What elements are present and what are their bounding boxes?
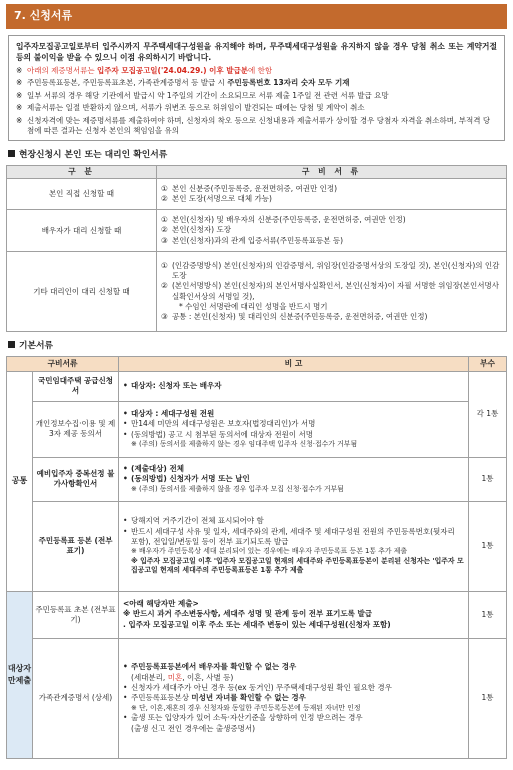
table-row — [7, 638, 507, 758]
table-header-row — [7, 356, 507, 371]
header-docs: 구비서류 — [7, 356, 119, 371]
table-row — [7, 457, 507, 501]
doc-count: 1통 — [469, 457, 507, 501]
doc-name: 개인정보수집·이용 및 제3자 제공 동의서 — [33, 401, 119, 457]
table-row — [7, 252, 507, 332]
row-documents: ① (인감증명방식) 본인(신청자)의 인감증명서, 위임장(인감증명서상의 도장일 것), 본인(신청자)의 인감도장 ② (본인서명방식) 본인(신청자)의 본인서명사실확인서, 본인(신청자)이 자필 서명한 위임장(본인서명사실확인서상의 서명일 것), * 수임인 서명란에 대리인 성명을 반드시 명기 ③ 공통 : 본인(신청자) 및 대리인의 신분증(주민등록증, 운전면허증, 여권만 인정) — [157, 252, 507, 332]
basic-section-title: 기본서류 — [8, 341, 507, 353]
square-bullet-icon — [8, 150, 15, 157]
doc-count: 1통 — [469, 501, 507, 591]
doc-count: 각 1통 — [469, 371, 507, 457]
table-row — [7, 401, 507, 457]
doc-name: 국민임대주택 공급신청서 — [33, 371, 119, 401]
table-row — [7, 501, 507, 591]
section-title: 7. 신청서류 — [6, 4, 507, 29]
doc-remarks: • 당해지역 거주기간이 전체 표시되어야 함 • 반드시 세대구성 사유 및 일자, 세대주와의 관계, 세대주 및 세대구성원 전원의 주민등록번호(뒷자리 포함), 전입일/변동일 등이 전부 표기되도록 발급 ※ 배우자가 주민등록상 세대 분리되어 있는 경우에는 배우자 주민등록표 등본 1통 추가 제출 ※ 입주자 모집공고일 이후 '입주자 모집공고일 현재의 세대주와 주민등록표등본이 분리된 신청자는 '입주자 모집공고일 현재의 세대주의 주민등록표등본 1통 추가 제출 — [119, 501, 469, 591]
row-documents: ① 본인 신분증(주민등록증, 운전면허증, 여권만 인정) ② 본인 도장(서명으로 대체 가능) — [157, 179, 507, 210]
row-category: 기타 대리인이 대리 신청할 때 — [7, 252, 157, 332]
table-row — [7, 179, 507, 210]
group-common: 공통 — [7, 371, 33, 591]
table-header-row — [7, 166, 507, 179]
header-remarks: 비 고 — [119, 356, 469, 371]
doc-name: 주민등록표 초본 (전부표기) — [33, 591, 119, 638]
doc-name: 주민등록표 등본 (전부표기) — [33, 501, 119, 591]
doc-remarks: • 주민등록표등본에서 배우자를 확인할 수 없는 경우 (세대분리, 미혼, 이혼, 사별 등) • 신청자가 세대주가 아닌 경우 등(ex 동거인) 무주택세대구성원 확인 필요한 경우 • 주민등록표등본상 미성년 자녀를 확인할 수 없는 경우 ※ 단, 이혼,재혼의 경우 신청자와 동일한 주민등록등본에 등재된 자녀만 인정 • 출생 또는 입양자가 있어 소득·자산기준을 상향하여 인정 받으려는 경우 (출생 신고 전인 경우에는 출생증명서) — [119, 638, 469, 758]
doc-remarks: <아래 해당자만 제출> ※ 반드시 과거 주소변동사항, 세대주 성명 및 관계 등이 전부 표기도록 발급 . 입주자 모집공고일 이후 주소 또는 세대주 변동이 있는 세대구성원(신청자 포함) — [119, 591, 469, 638]
doc-remarks: • 대상자: 신청자 또는 배우자 — [119, 371, 469, 401]
table-row — [7, 591, 507, 638]
doc-name: 가족관계증명서 (상세) — [33, 638, 119, 758]
doc-remarks: • 대상자 : 세대구성원 전원 • 만14세 미만의 세대구성원은 보호자(법정대리인)가 서명 • (동의방법) 공고 시 첨부된 동의서에 대상자 전원이 서명 ※ (주의) 동의서를 제출하지 않는 경우 임대주택 입주자 신청·접수가 거부됨 — [119, 401, 469, 457]
row-documents: ① 본인(신청자) 및 배우자의 신분증(주민등록증, 운전면허증, 여권만 인정) ② 본인(신청자) 도장 ③ 본인(신청자)과의 관계 입증서류(주민등록표등본 등) — [157, 210, 507, 252]
header-copies: 부수 — [469, 356, 507, 371]
notice-item: ※ 제출서류는 일절 반환하지 않으며, 서류가 위변조 등으로 허위임이 발견되는 때에는 당첨 및 계약이 취소 — [16, 103, 365, 113]
row-category: 본인 직접 신청할 때 — [7, 179, 157, 210]
notice-heading: 입주자모집공고일로부터 입주시까지 무주택세대구성원을 유지해야 하며, 무주택세대구성원을 유지하지 않을 경우 당첨 취소 또는 계약거절 등의 불이익을 받을 수 있으니 이점 유의하시기 바랍니다. — [16, 42, 497, 63]
group-target-only: 대상자만제출 — [7, 591, 33, 758]
notice-item: ※ 아래의 제증명서류는 입주자 모집공고일('24.04.29.) 이후 발급분에 한함 — [16, 66, 273, 76]
square-bullet-icon — [8, 341, 15, 348]
table-row — [7, 210, 507, 252]
doc-count: 1통 — [469, 591, 507, 638]
onsite-section-title: 현장신청시 본인 또는 대리인 확인서류 — [8, 150, 507, 162]
notice-item: ※ 신청자격에 맞는 제증명서류를 제출하여야 하며, 신청자의 착오 등으로 신청내용과 제출서류가 상이할 경우 당첨자 자격을 취소하며, 부적격 당첨에 따른 결과는 신청자 본인의 책임임을 유의 — [16, 115, 491, 135]
onsite-docs-table — [6, 165, 507, 332]
row-category: 배우자가 대리 신청할 때 — [7, 210, 157, 252]
table-row — [7, 371, 507, 401]
notice-box — [8, 35, 505, 141]
doc-count: 1통 — [469, 638, 507, 758]
doc-name: 예비입주자 중복선정 불가사항확인서 — [33, 457, 119, 501]
header-category: 구 분 — [7, 166, 157, 179]
header-documents: 구 비 서 류 — [157, 166, 507, 179]
basic-docs-table — [6, 356, 507, 759]
notice-list — [16, 66, 497, 135]
notice-item: ※ 주민등록표등본, 주민등록표초본, 가족관계증명서 등 발급 시 주민등록번호 13자리 숫자 모두 기재 — [16, 78, 350, 88]
doc-remarks: • (제출대상) 전체 • (동의방법) 신청자가 서명 또는 날인 ※ (주의) 동의서를 제출하지 않을 경우 입주자 모집 신청·접수가 거부됨 — [119, 457, 469, 501]
notice-item: ※ 일부 서류의 경우 해당 기관에서 발급시 약 1주일의 기간이 소요되므로 서류 제출 1주일 전 관련 서류 발급 요망 — [16, 90, 389, 100]
